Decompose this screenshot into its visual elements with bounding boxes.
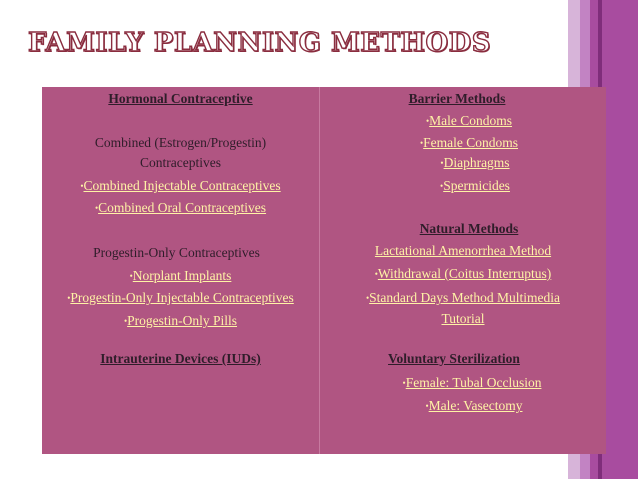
lam-link[interactable]: Lactational Amenorrhea Method [374, 243, 552, 258]
combined-heading-line2: Contraceptives [140, 155, 221, 170]
sdm-tutorial-link[interactable]: Tutorial [441, 311, 485, 326]
slide-title: FAMILY PLANNING METHODS [28, 28, 491, 58]
withdrawal-link[interactable]: Withdrawal (Coitus Interruptus) [377, 266, 552, 281]
bullet-icon: • [80, 181, 84, 191]
bullet-icon: • [440, 158, 444, 168]
sterilization-heading[interactable]: Voluntary Sterilization [388, 351, 520, 366]
progestin-pills-link[interactable]: Progestin-Only Pills [127, 313, 238, 328]
bullet-icon: • [67, 293, 71, 303]
tubal-occlusion-link[interactable]: Female: Tubal Occlusion [405, 375, 542, 390]
combined-oral-link[interactable]: Combined Oral Contraceptives [98, 200, 267, 215]
list-item [332, 112, 606, 131]
bullet-icon: • [365, 293, 370, 303]
list-item [42, 289, 319, 308]
list-item [332, 134, 606, 153]
bullet-icon: • [123, 316, 128, 326]
bullet-icon: • [440, 181, 444, 191]
combined-injectable-link[interactable]: Combined Injectable Contraceptives [83, 178, 281, 193]
male-condoms-link[interactable]: Male Condoms [429, 113, 513, 128]
list-item [344, 177, 606, 196]
list-item [320, 265, 606, 284]
bullet-icon: • [374, 269, 378, 279]
natural-heading[interactable]: Natural Methods [419, 221, 519, 236]
sdm-link[interactable]: Standard Days Method Multimedia [369, 290, 560, 305]
list-item [42, 177, 319, 196]
list-item [338, 374, 606, 393]
methods-table [42, 87, 606, 454]
barrier-heading[interactable]: Barrier Methods [408, 91, 506, 106]
list-item [320, 242, 606, 260]
list-item [320, 289, 606, 308]
list-item [320, 310, 606, 328]
other-methods-column [320, 87, 606, 454]
iud-heading[interactable]: Intrauterine Devices (IUDs) [100, 351, 261, 366]
bullet-icon: • [425, 116, 430, 126]
list-item [42, 312, 319, 331]
combined-heading-line1: Combined (Estrogen/Progestin) [94, 135, 267, 150]
hormonal-column [42, 87, 320, 454]
bullet-icon: • [94, 203, 99, 213]
diaphragms-link[interactable]: Diaphragms [443, 155, 510, 170]
bullet-icon: • [402, 378, 406, 388]
bullet-icon: • [129, 271, 133, 281]
bullet-icon: • [425, 401, 429, 411]
hormonal-heading[interactable]: Hormonal Contraceptive [108, 91, 253, 106]
female-condoms-link[interactable]: Female Condoms [423, 135, 519, 150]
progestin-only-heading: Progestin-Only Contraceptives [93, 245, 260, 260]
list-item [344, 154, 606, 173]
list-item [42, 199, 319, 218]
progestin-injectable-link[interactable]: Progestin-Only Injectable Contraceptives [70, 290, 294, 305]
norplant-link[interactable]: Norplant Implants [132, 268, 232, 283]
list-item [342, 397, 606, 416]
vasectomy-link[interactable]: Male: Vasectomy [428, 398, 523, 413]
list-item [42, 267, 319, 286]
spermicides-link[interactable]: Spermicides [443, 178, 510, 193]
bullet-icon: • [419, 138, 424, 148]
